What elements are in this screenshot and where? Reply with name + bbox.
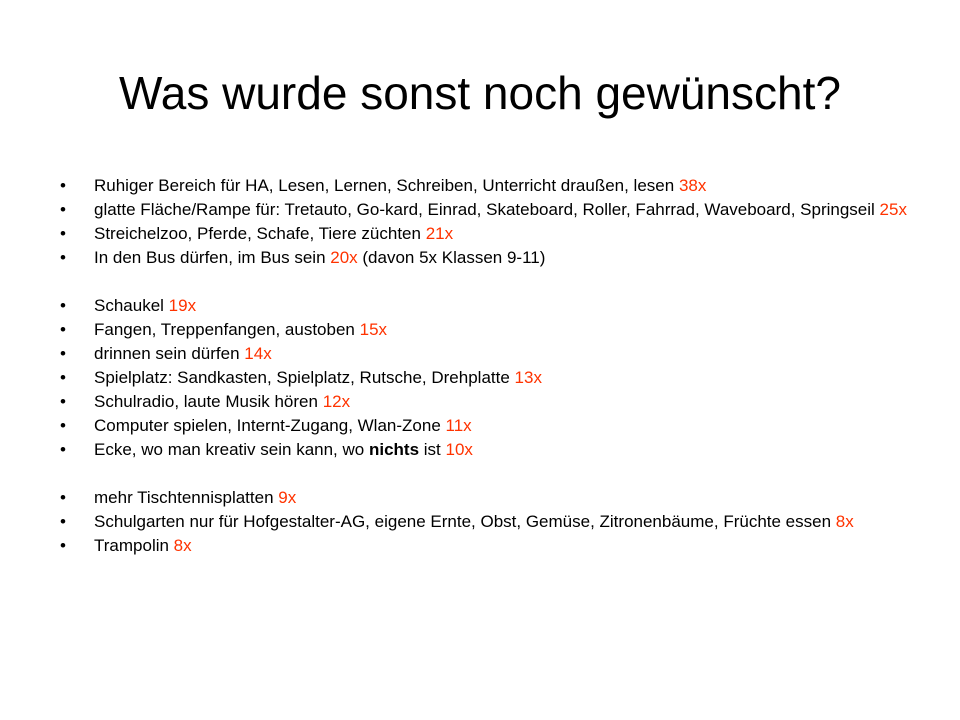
list-spacer	[60, 270, 920, 294]
bullet-icon: •	[60, 488, 66, 507]
item-text-continued: ist	[419, 440, 446, 459]
list-item	[60, 438, 920, 462]
list-item	[60, 486, 920, 510]
list-item	[60, 390, 920, 414]
item-text: Fangen, Treppenfangen, austoben	[94, 320, 360, 339]
item-count: 12x	[322, 392, 351, 411]
list-item	[60, 246, 920, 270]
list-item	[60, 534, 920, 558]
item-text: Computer spielen, Internt-Zugang, Wlan-Zone	[94, 416, 446, 435]
list-item	[60, 222, 920, 246]
item-count: 10x	[445, 440, 473, 459]
item-text: Schulradio, laute Musik hören	[94, 392, 323, 411]
item-text: Streichelzoo, Pferde, Schafe, Tiere züchten	[94, 224, 426, 243]
item-text: Trampolin	[94, 536, 174, 555]
list-item	[60, 174, 920, 198]
item-text: Schaukel	[94, 296, 169, 315]
item-text: Ecke, wo man kreativ sein kann, wo	[94, 440, 369, 459]
list-item	[60, 342, 920, 366]
slide-title: Was wurde sonst noch gewünscht?	[119, 67, 841, 119]
bullet-icon: •	[60, 200, 66, 219]
item-count: 14x	[244, 344, 272, 363]
list-item	[60, 366, 920, 390]
bullet-icon: •	[60, 248, 66, 267]
bullet-icon: •	[60, 536, 66, 555]
bullet-icon: •	[60, 440, 66, 459]
item-count: 19x	[168, 296, 197, 315]
item-emphasis: nichts	[368, 440, 420, 459]
item-text: Schulgarten nur für Hofgestalter-AG, eigene Ernte, Obst, Gemüse, Zitronenbäume, Früchte essen	[94, 512, 836, 531]
list-spacer	[60, 462, 920, 486]
item-count: 15x	[359, 320, 388, 339]
item-count: 9x	[278, 488, 297, 507]
item-count: 21x	[425, 224, 454, 243]
list-item	[60, 510, 920, 534]
list-item	[60, 198, 920, 222]
item-count: 13x	[514, 368, 542, 387]
bullet-icon: •	[60, 392, 66, 411]
list-item	[60, 294, 920, 318]
wish-list	[60, 174, 920, 558]
list-item	[60, 414, 920, 438]
item-text: glatte Fläche/Rampe für: Tretauto, Go-kard, Einrad, Skateboard, Roller, Fahrrad, Waveboard, Springseil	[94, 200, 880, 219]
bullet-icon: •	[60, 176, 66, 195]
item-count: 25x	[879, 200, 907, 219]
bullet-icon: •	[60, 416, 66, 435]
list-item	[60, 318, 920, 342]
item-count: 8x	[835, 512, 854, 531]
bullet-icon: •	[60, 224, 66, 243]
bullet-icon: •	[60, 512, 66, 531]
item-count: 20x	[330, 248, 358, 267]
item-count: 38x	[678, 176, 707, 195]
bullet-icon: •	[60, 344, 66, 363]
item-note: (davon 5x Klassen 9-11)	[357, 248, 546, 267]
item-text: mehr Tischtennisplatten	[94, 488, 279, 507]
item-text: Ruhiger Bereich für HA, Lesen, Lernen, Schreiben, Unterricht draußen, lesen	[94, 176, 679, 195]
item-text: In den Bus dürfen, im Bus sein	[94, 248, 331, 267]
bullet-icon: •	[60, 296, 66, 315]
item-text: drinnen sein dürfen	[94, 344, 245, 363]
item-text: Spielplatz: Sandkasten, Spielplatz, Rutsche, Drehplatte	[94, 368, 515, 387]
bullet-icon: •	[60, 320, 66, 339]
item-count: 8x	[173, 536, 192, 555]
item-count: 11x	[445, 416, 472, 435]
bullet-icon: •	[60, 368, 66, 387]
